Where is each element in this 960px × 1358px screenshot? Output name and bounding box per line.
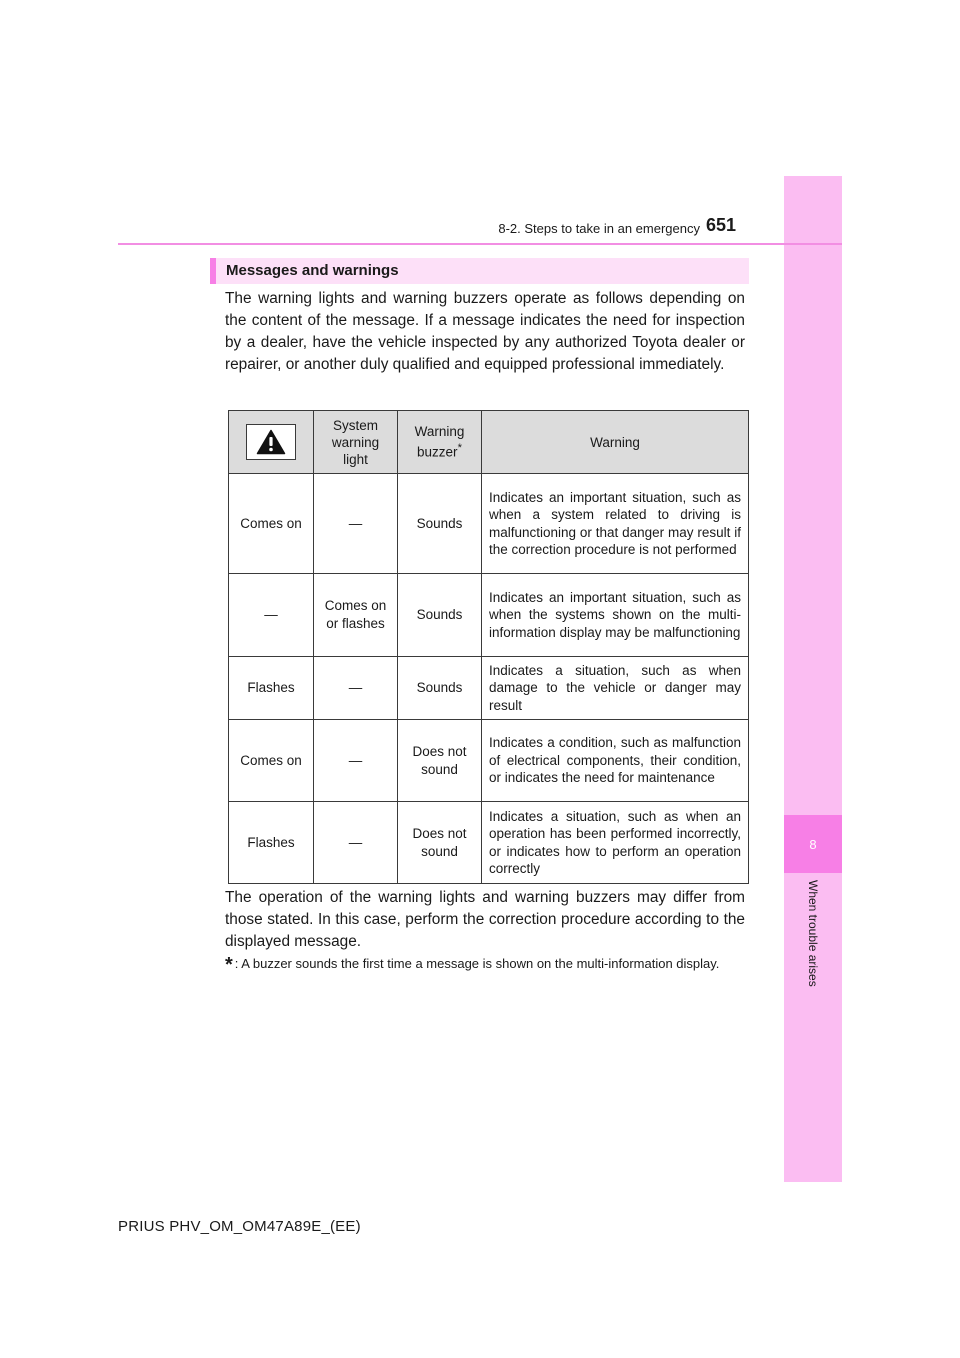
cell-icon-light: Flashes	[229, 802, 314, 884]
footer-doc-code: PRIUS PHV_OM_OM47A89E_(EE)	[118, 1218, 361, 1235]
cell-icon-light: Comes on	[229, 720, 314, 802]
cell-message: Indicates an important situation, such as when the systems shown on the multi-information display may be malfunctioning	[482, 574, 749, 657]
cell-system-light: —	[314, 657, 398, 720]
cell-system-light: —	[314, 720, 398, 802]
table-row	[229, 720, 749, 802]
cell-system-light: —	[314, 802, 398, 884]
cell-message: Indicates a situation, such as when an operation has been performed incorrectly, or indicates how to perform an operation correctly	[482, 802, 749, 884]
cell-buzzer: Sounds	[398, 474, 482, 574]
cell-buzzer: Sounds	[398, 657, 482, 720]
cell-buzzer: Does not sound	[398, 802, 482, 884]
cell-message: Indicates a situation, such as when damage to the vehicle or danger may result	[482, 657, 749, 720]
cell-icon-light: Comes on	[229, 474, 314, 574]
warning-triangle-icon	[246, 424, 296, 460]
footnote-text: : A buzzer sounds the first time a message is shown on the multi-information display.	[234, 956, 720, 971]
table-row	[229, 574, 749, 657]
cell-buzzer: Does not sound	[398, 720, 482, 802]
header-system-light: System warning light	[314, 411, 398, 474]
footnote	[225, 955, 745, 974]
cell-message: Indicates an important situation, such as when a system related to driving is malfunctioning or that danger may result if the correction procedure is not performed	[482, 474, 749, 574]
cell-system-light: Comes on or flashes	[314, 574, 398, 657]
header-master-warning	[229, 411, 314, 474]
header-section: 8-2. Steps to take in an emergency	[498, 221, 700, 236]
header-warning: Warning	[482, 411, 749, 474]
warning-table	[228, 410, 749, 884]
table-row	[229, 802, 749, 884]
section-title: Messages and warnings	[210, 258, 749, 284]
table-header-row	[229, 411, 749, 474]
header-divider	[118, 243, 842, 245]
chapter-number: 8	[784, 815, 842, 873]
cell-buzzer: Sounds	[398, 574, 482, 657]
cell-icon-light: Flashes	[229, 657, 314, 720]
chapter-label: When trouble arises	[806, 880, 820, 987]
outro-paragraph: The operation of the warning lights and warning buzzers may differ from those stated. In this case, perform the correction procedure according to the displayed message.	[225, 889, 745, 950]
intro-paragraph: The warning lights and warning buzzers operate as follows depending on the content of the message. If a message indicates the need for inspection by a dealer, have the vehicle inspected by any authorized Toyota dealer or repairer, or another duly qualified and equipped professional immediately.	[225, 290, 745, 373]
header-buzzer-label: Warning buzzer	[414, 424, 465, 460]
header-buzzer	[398, 411, 482, 474]
cell-system-light: —	[314, 474, 398, 574]
cell-icon-light: —	[229, 574, 314, 657]
cell-message: Indicates a condition, such as malfunction of electrical components, their condition, or indicates the need for maintenance	[482, 720, 749, 802]
buzzer-footnote-mark: *	[457, 442, 462, 455]
side-tab	[784, 176, 842, 1182]
page-number: 651	[706, 215, 737, 235]
table-row	[229, 474, 749, 574]
table-row	[229, 657, 749, 720]
footnote-mark: *	[225, 954, 233, 976]
